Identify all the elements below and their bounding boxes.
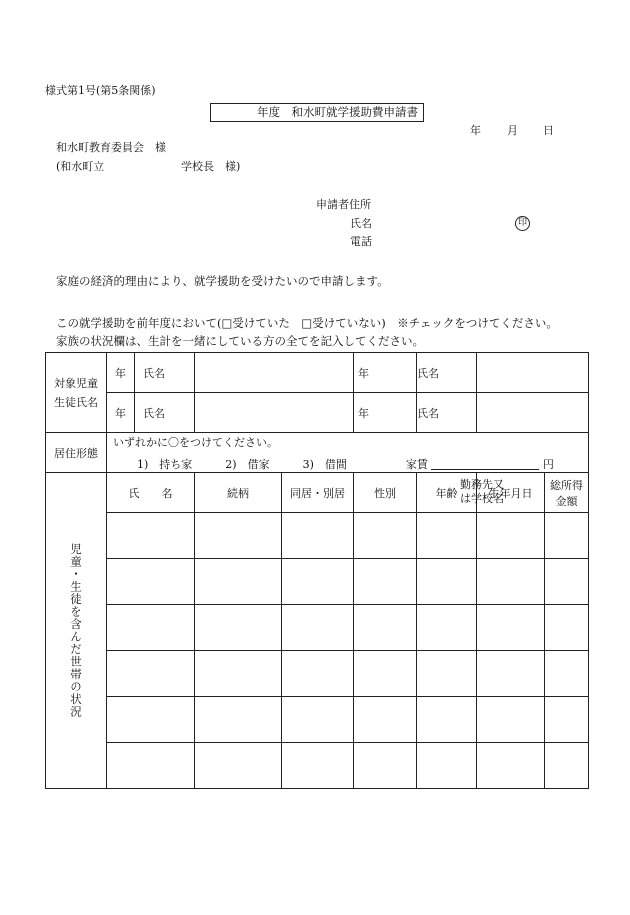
header-relation: 続柄 (195, 473, 282, 513)
cell-relation[interactable] (195, 651, 282, 697)
target-name-input-2[interactable] (477, 353, 589, 393)
cell-birth[interactable] (477, 651, 545, 697)
header-birth: 生年月日 (477, 473, 545, 513)
cell-birth[interactable] (477, 513, 545, 559)
grade-label-3: 年 (107, 393, 135, 433)
target-label-line1: 対象児童 (54, 377, 98, 390)
cell-income[interactable] (545, 743, 589, 789)
cell-income[interactable] (545, 697, 589, 743)
name-label: 氏名 (135, 353, 195, 393)
cell-cohabit[interactable] (282, 651, 354, 697)
household-row (46, 743, 589, 789)
target-row-1 (46, 353, 589, 393)
housing-option-room[interactable]: 3) 借間 (302, 458, 347, 471)
name-label-4: 氏名 (417, 393, 477, 433)
housing-label: 居住形態 (46, 433, 107, 473)
seal-icon: 印 (515, 216, 530, 231)
cell-sex[interactable] (354, 559, 417, 605)
housing-option-rent[interactable]: 2) 借家 (225, 458, 270, 471)
cell-birth[interactable] (477, 559, 545, 605)
grade-label-2: 年 (354, 353, 417, 393)
household-header-row (46, 473, 589, 513)
header-work-line2: は学校名 (460, 491, 504, 505)
date-year: 年 (470, 124, 481, 137)
seal-mark (515, 216, 530, 231)
cell-relation[interactable] (195, 743, 282, 789)
applicant-name-label: 氏名 (350, 217, 372, 230)
cell-age[interactable] (417, 697, 477, 743)
household-row (46, 559, 589, 605)
grade-label: 年 (107, 353, 135, 393)
header-age: 年齢 (417, 473, 477, 513)
household-row (46, 513, 589, 559)
title-box (210, 103, 424, 122)
recipient: 和水町教育委員会 様 (56, 141, 166, 154)
grade-label-4: 年 (354, 393, 417, 433)
form-number: 様式第1号(第5条関係) (45, 84, 156, 97)
cell-sex[interactable] (354, 697, 417, 743)
rent-amount-input[interactable] (431, 457, 539, 470)
cell-age[interactable] (417, 513, 477, 559)
housing-option-own[interactable]: 1) 持ち家 (137, 458, 193, 471)
cell-sex[interactable] (354, 605, 417, 651)
household-row (46, 651, 589, 697)
yen-label: 円 (542, 458, 554, 471)
target-name-input-1[interactable] (195, 353, 354, 393)
cell-name[interactable] (107, 743, 195, 789)
cell-relation[interactable] (195, 513, 282, 559)
cell-cohabit[interactable] (282, 513, 354, 559)
cell-cohabit[interactable] (282, 743, 354, 789)
family-instruction: 家族の状況欄は、生計を一緒にしている方の全てを記入してください。 (56, 334, 424, 348)
date-month: 月 (507, 124, 518, 137)
applicant-address-label: 申請者住所 (316, 198, 371, 211)
cell-relation[interactable] (195, 697, 282, 743)
cell-birth[interactable] (477, 605, 545, 651)
cell-income[interactable] (545, 605, 589, 651)
cell-name[interactable] (107, 651, 195, 697)
cell-name[interactable] (107, 697, 195, 743)
cell-birth[interactable] (477, 743, 545, 789)
target-name-input-4[interactable] (477, 393, 589, 433)
cell-income[interactable] (545, 559, 589, 605)
cell-relation[interactable] (195, 605, 282, 651)
header-work-line1: 勤務先又 (460, 478, 504, 491)
name-label-2: 氏名 (417, 353, 477, 393)
household-side-label: 児童・生徒を含んだ世帯の状況 (69, 543, 83, 718)
target-name-input-3[interactable] (195, 393, 354, 433)
header-work (460, 478, 504, 506)
housing-options (137, 457, 554, 470)
cell-name[interactable] (107, 513, 195, 559)
housing-cell (107, 433, 589, 473)
household-row (46, 605, 589, 651)
cell-income[interactable] (545, 513, 589, 559)
household-side-label-cell (46, 473, 107, 789)
cell-cohabit[interactable] (282, 697, 354, 743)
cell-income[interactable] (545, 651, 589, 697)
header-sex: 性別 (354, 473, 417, 513)
statement: 家庭の経済的理由により、就学援助を受けたいので申請します。 (56, 274, 389, 288)
housing-row (46, 433, 589, 473)
cell-cohabit[interactable] (282, 605, 354, 651)
cell-age[interactable] (417, 651, 477, 697)
target-label-line2: 生徒氏名 (54, 396, 98, 409)
rent-label: 家賃 (405, 458, 428, 471)
cell-sex[interactable] (354, 743, 417, 789)
previous-year-line: この就学援助を前年度において(□受けていた □受けていない) ※チェックをつけてください。 (56, 316, 558, 330)
header-name: 氏 名 (107, 473, 195, 513)
cell-sex[interactable] (354, 651, 417, 697)
cell-birth[interactable] (477, 697, 545, 743)
housing-instruction: いずれかに〇をつけてください。 (113, 436, 278, 449)
target-label-cell (46, 353, 107, 433)
cell-name[interactable] (107, 559, 195, 605)
cell-age[interactable] (417, 605, 477, 651)
applicant-phone-label: 電話 (350, 235, 372, 248)
header-cohabit: 同居・別居 (282, 473, 354, 513)
application-table (45, 352, 589, 789)
school-prefix: (和水町立 (56, 160, 105, 173)
cell-age[interactable] (417, 559, 477, 605)
cell-sex[interactable] (354, 513, 417, 559)
date-day: 日 (543, 124, 554, 137)
header-income: 総所得金額 (545, 473, 589, 513)
cell-cohabit[interactable] (282, 559, 354, 605)
form-title: 年度 和水町就学援助費申請書 (257, 105, 418, 119)
cell-relation[interactable] (195, 559, 282, 605)
name-label-3: 氏名 (135, 393, 195, 433)
cell-name[interactable] (107, 605, 195, 651)
household-row (46, 697, 589, 743)
school-suffix: 学校長 様) (181, 160, 241, 173)
cell-age[interactable] (417, 743, 477, 789)
target-row-2 (46, 393, 589, 433)
